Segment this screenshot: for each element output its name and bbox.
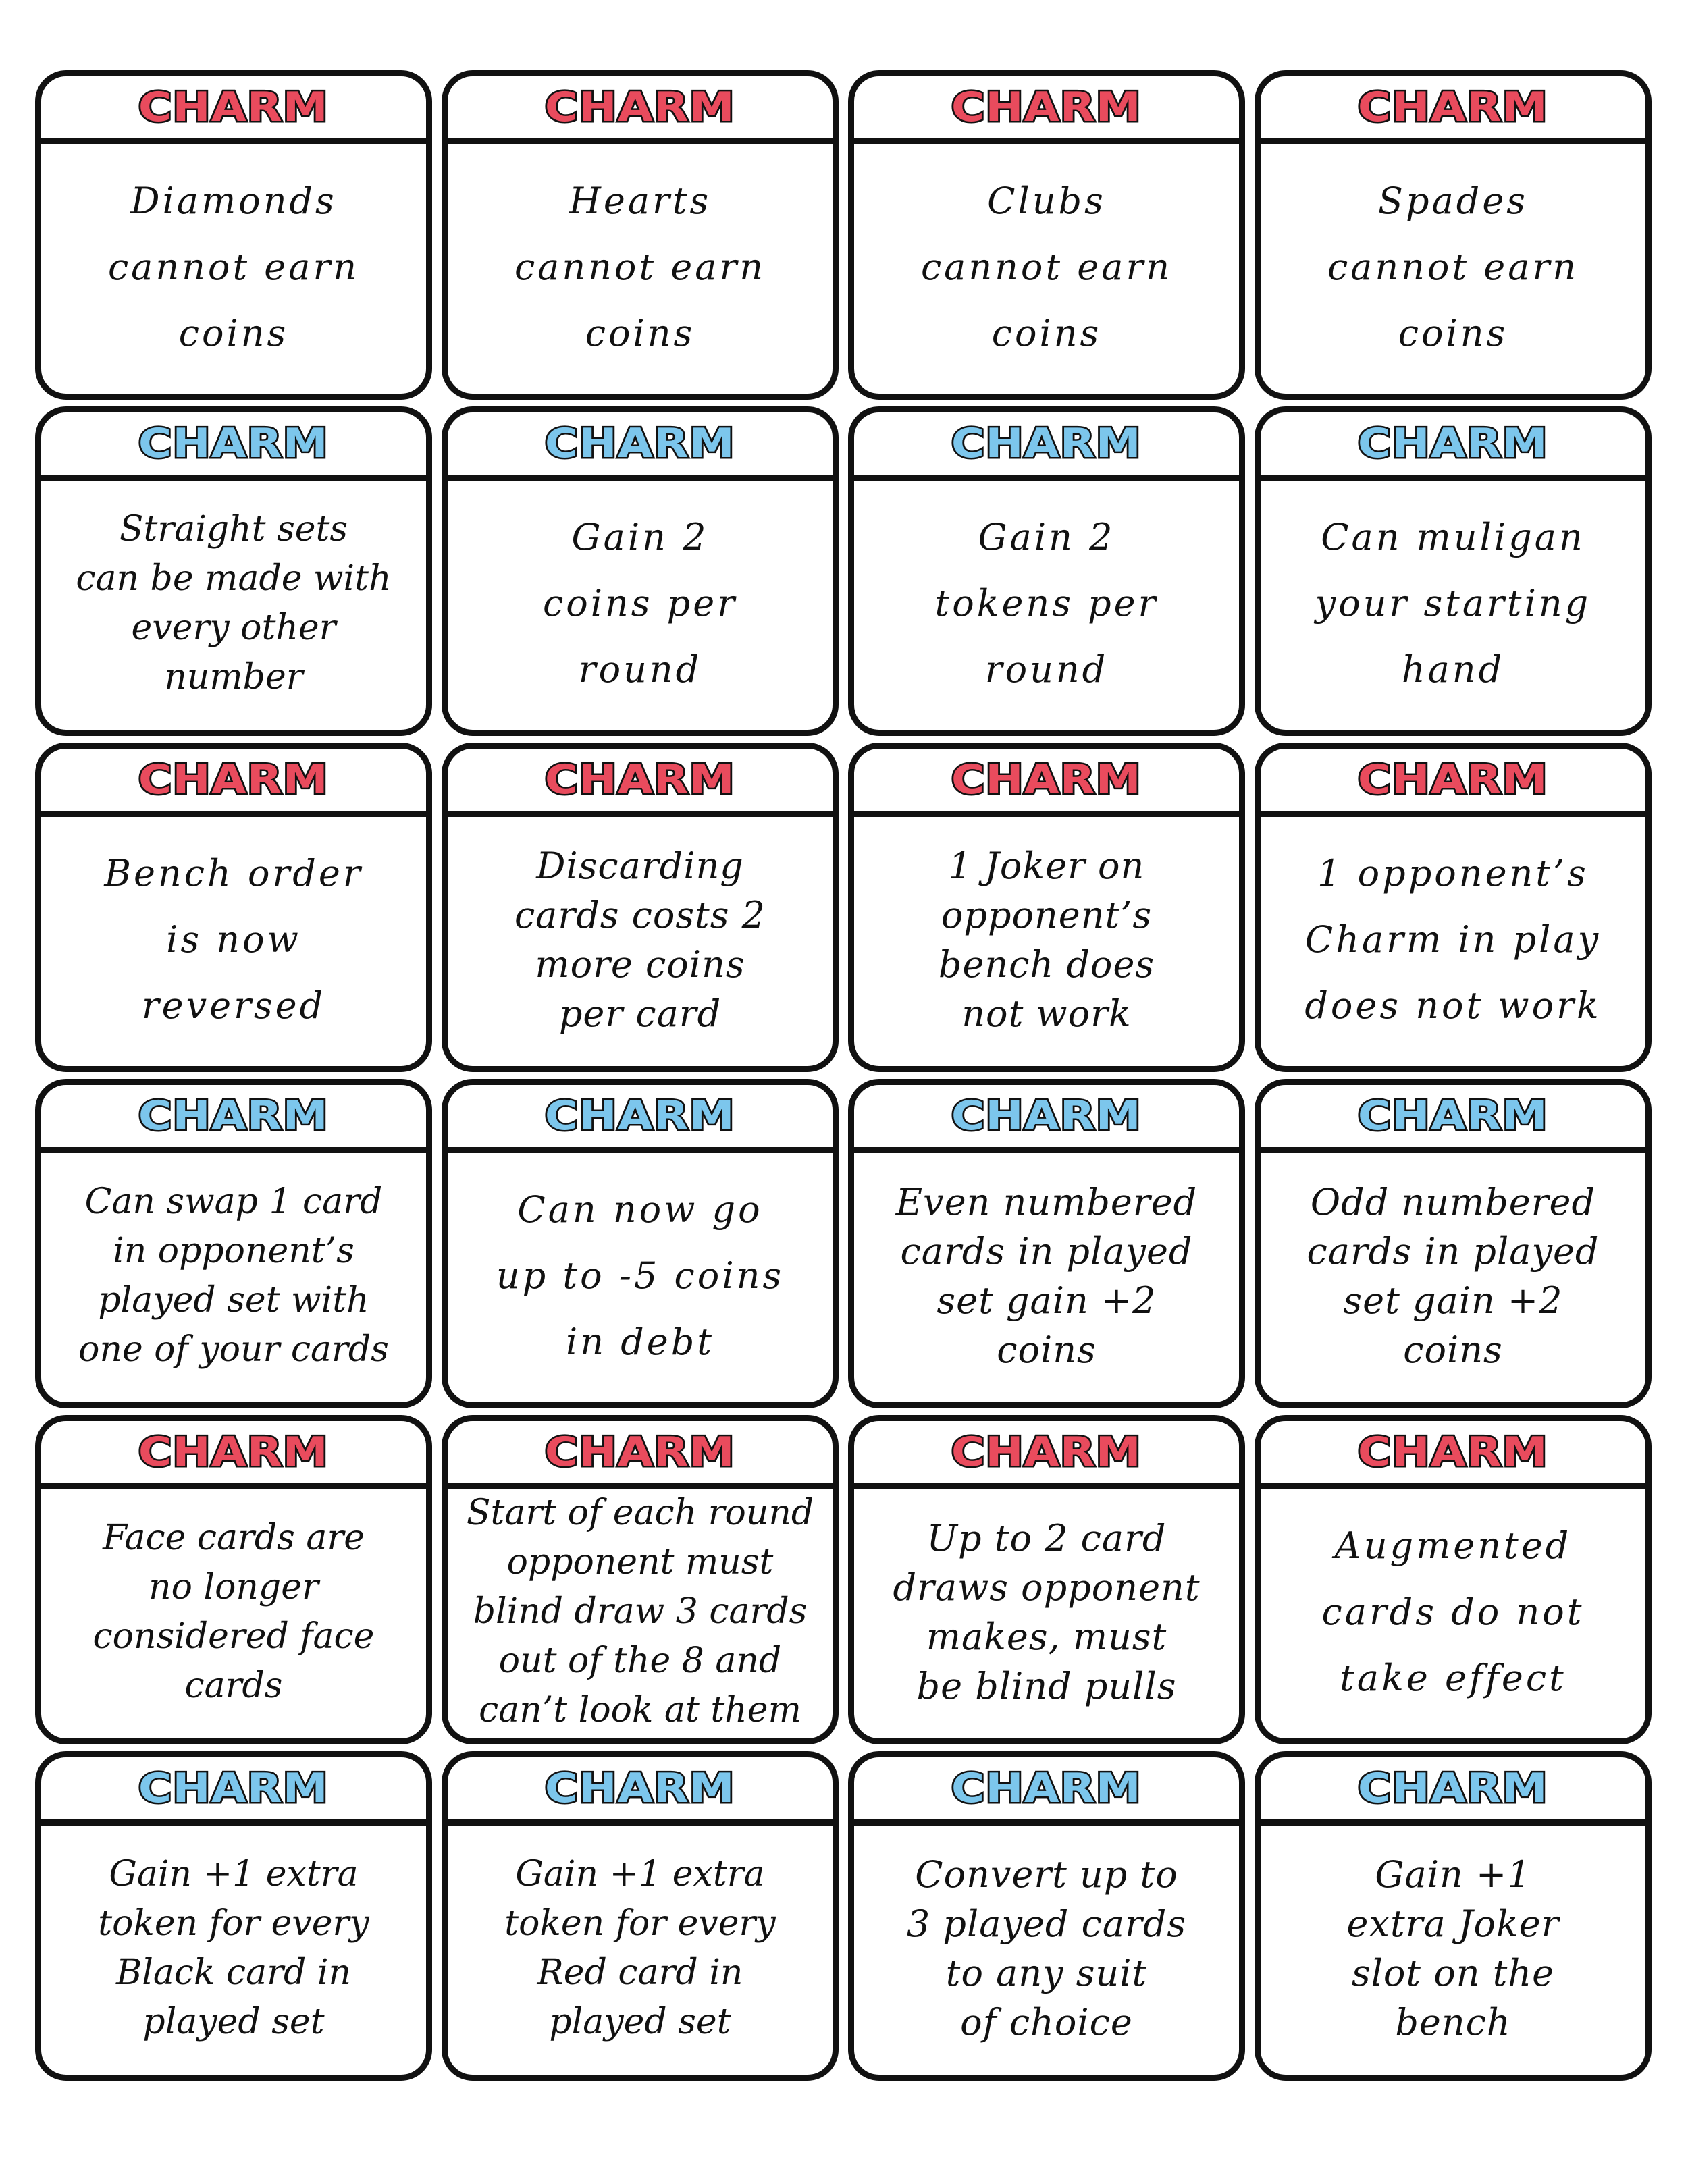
card-header (1261, 749, 1645, 817)
card-body (51, 817, 417, 1062)
card-effect-text: Can muligan your starting hand (1315, 515, 1591, 691)
card-header (448, 1085, 833, 1153)
card-body (457, 144, 823, 390)
card-body (51, 481, 417, 726)
charm-card-18[interactable] (442, 1415, 839, 1744)
card-effect-text: Gain 2 tokens per round (934, 515, 1159, 691)
card-title: CHARM (138, 84, 329, 131)
card-header (41, 76, 426, 144)
card-header (448, 1757, 833, 1826)
card-header (854, 749, 1239, 817)
card-body (1270, 144, 1636, 390)
card-title: CHARM (138, 420, 329, 467)
card-effect-text: Discarding cards costs 2 more coins per card (514, 844, 766, 1035)
card-header (854, 1757, 1239, 1826)
card-body (51, 1489, 417, 1734)
card-title: CHARM (951, 84, 1142, 131)
card-effect-text: Gain 2 coins per round (542, 515, 738, 691)
charm-card-5[interactable] (35, 406, 432, 736)
card-header (854, 76, 1239, 144)
card-title: CHARM (951, 420, 1142, 467)
card-header (448, 749, 833, 817)
charm-card-16[interactable] (1255, 1079, 1652, 1408)
card-effect-text: Diamonds cannot earn coins (107, 179, 360, 354)
charm-card-10[interactable] (442, 743, 839, 1072)
charm-card-4[interactable] (1255, 70, 1652, 400)
charm-card-1[interactable] (35, 70, 432, 400)
card-effect-text: Can now go up to -5 coins in debt (496, 1188, 785, 1363)
card-header (448, 1421, 833, 1489)
card-header (854, 1085, 1239, 1153)
card-body (1270, 1489, 1636, 1734)
card-body (457, 481, 823, 726)
charm-card-7[interactable] (848, 406, 1245, 736)
card-effect-text: Up to 2 card draws opponent makes, must be blind pulls (893, 1516, 1201, 1707)
card-effect-text: Straight sets can be made with every other number (76, 508, 392, 697)
card-effect-text: Can swap 1 card in opponent’s played set with one of your cards (78, 1181, 389, 1370)
card-body (457, 1153, 823, 1398)
card-header (41, 1085, 426, 1153)
card-title: CHARM (138, 1765, 329, 1812)
card-body (51, 1153, 417, 1398)
charm-card-11[interactable] (848, 743, 1245, 1072)
card-title: CHARM (951, 1092, 1142, 1140)
charm-card-19[interactable] (848, 1415, 1245, 1744)
card-effect-text: Convert up to 3 played cards to any suit of choice (906, 1853, 1187, 2044)
card-effect-text: Spades cannot earn coins (1327, 179, 1579, 354)
card-effect-text: Clubs cannot earn coins (920, 179, 1173, 354)
charm-card-13[interactable] (35, 1079, 432, 1408)
charm-card-9[interactable] (35, 743, 432, 1072)
charm-card-6[interactable] (442, 406, 839, 736)
charm-card-14[interactable] (442, 1079, 839, 1408)
charm-card-2[interactable] (442, 70, 839, 400)
card-title: CHARM (951, 1765, 1142, 1812)
card-body (1270, 1826, 1636, 2071)
charm-card-22[interactable] (442, 1751, 839, 2081)
card-header (854, 1421, 1239, 1489)
charm-card-8[interactable] (1255, 406, 1652, 736)
card-title: CHARM (545, 756, 735, 803)
card-effect-text: Bench order is now reversed (104, 851, 363, 1027)
card-title: CHARM (545, 420, 735, 467)
charm-card-23[interactable] (848, 1751, 1245, 2081)
card-effect-text: Odd numbered cards in played set gain +2 coins (1307, 1180, 1600, 1371)
card-body (457, 817, 823, 1062)
card-header (41, 749, 426, 817)
charm-card-20[interactable] (1255, 1415, 1652, 1744)
card-body (864, 1489, 1230, 1734)
card-body (51, 144, 417, 390)
card-title: CHARM (138, 1092, 329, 1140)
card-title: CHARM (138, 756, 329, 803)
card-body (51, 1826, 417, 2071)
card-header (854, 412, 1239, 481)
charm-card-3[interactable] (848, 70, 1245, 400)
card-header (448, 412, 833, 481)
card-header (1261, 76, 1645, 144)
charm-card-21[interactable] (35, 1751, 432, 2081)
card-header (1261, 1085, 1645, 1153)
card-title: CHARM (951, 756, 1142, 803)
card-title: CHARM (1358, 420, 1548, 467)
card-header (1261, 412, 1645, 481)
card-body (457, 1489, 823, 1734)
card-body (864, 817, 1230, 1062)
card-effect-text: Gain +1 extra Joker slot on the bench (1346, 1853, 1560, 2044)
card-body (1270, 817, 1636, 1062)
card-title: CHARM (1358, 84, 1548, 131)
card-title: CHARM (545, 1765, 735, 1812)
card-title: CHARM (545, 84, 735, 131)
card-effect-text: Gain +1 extra token for every Red card in played set (504, 1853, 776, 2042)
card-body (864, 1153, 1230, 1398)
card-title: CHARM (951, 1429, 1142, 1476)
card-effect-text: Face cards are no longer considered face cards (93, 1517, 375, 1706)
card-body (1270, 1153, 1636, 1398)
charm-card-24[interactable] (1255, 1751, 1652, 2081)
card-body (1270, 481, 1636, 726)
card-header (41, 412, 426, 481)
charm-card-12[interactable] (1255, 743, 1652, 1072)
card-header (1261, 1757, 1645, 1826)
card-body (864, 1826, 1230, 2071)
card-header (41, 1757, 426, 1826)
card-title: CHARM (545, 1092, 735, 1140)
card-effect-text: Hearts cannot earn coins (514, 179, 766, 354)
charm-card-sheet (35, 70, 1652, 2081)
card-effect-text: 1 opponent’s Charm in play does not work (1304, 851, 1602, 1027)
card-effect-text: 1 Joker on opponent’s bench does not work (938, 844, 1155, 1035)
card-title: CHARM (1358, 1092, 1548, 1140)
card-title: CHARM (545, 1429, 735, 1476)
card-header (448, 76, 833, 144)
card-effect-text: Augmented cards do not take effect (1321, 1524, 1585, 1699)
card-effect-text: Gain +1 extra token for every Black card in played set (98, 1853, 369, 2042)
card-header (1261, 1421, 1645, 1489)
charm-card-17[interactable] (35, 1415, 432, 1744)
card-body (864, 481, 1230, 726)
card-header (41, 1421, 426, 1489)
card-title: CHARM (1358, 1765, 1548, 1812)
card-title: CHARM (1358, 756, 1548, 803)
card-effect-text: Start of each round opponent must blind draw 3 cards out of the 8 and can’t look at them (466, 1493, 814, 1730)
card-body (864, 144, 1230, 390)
card-body (457, 1826, 823, 2071)
card-title: CHARM (1358, 1429, 1548, 1476)
card-title: CHARM (138, 1429, 329, 1476)
charm-card-15[interactable] (848, 1079, 1245, 1408)
card-effect-text: Even numbered cards in played set gain +2 coins (895, 1180, 1198, 1371)
